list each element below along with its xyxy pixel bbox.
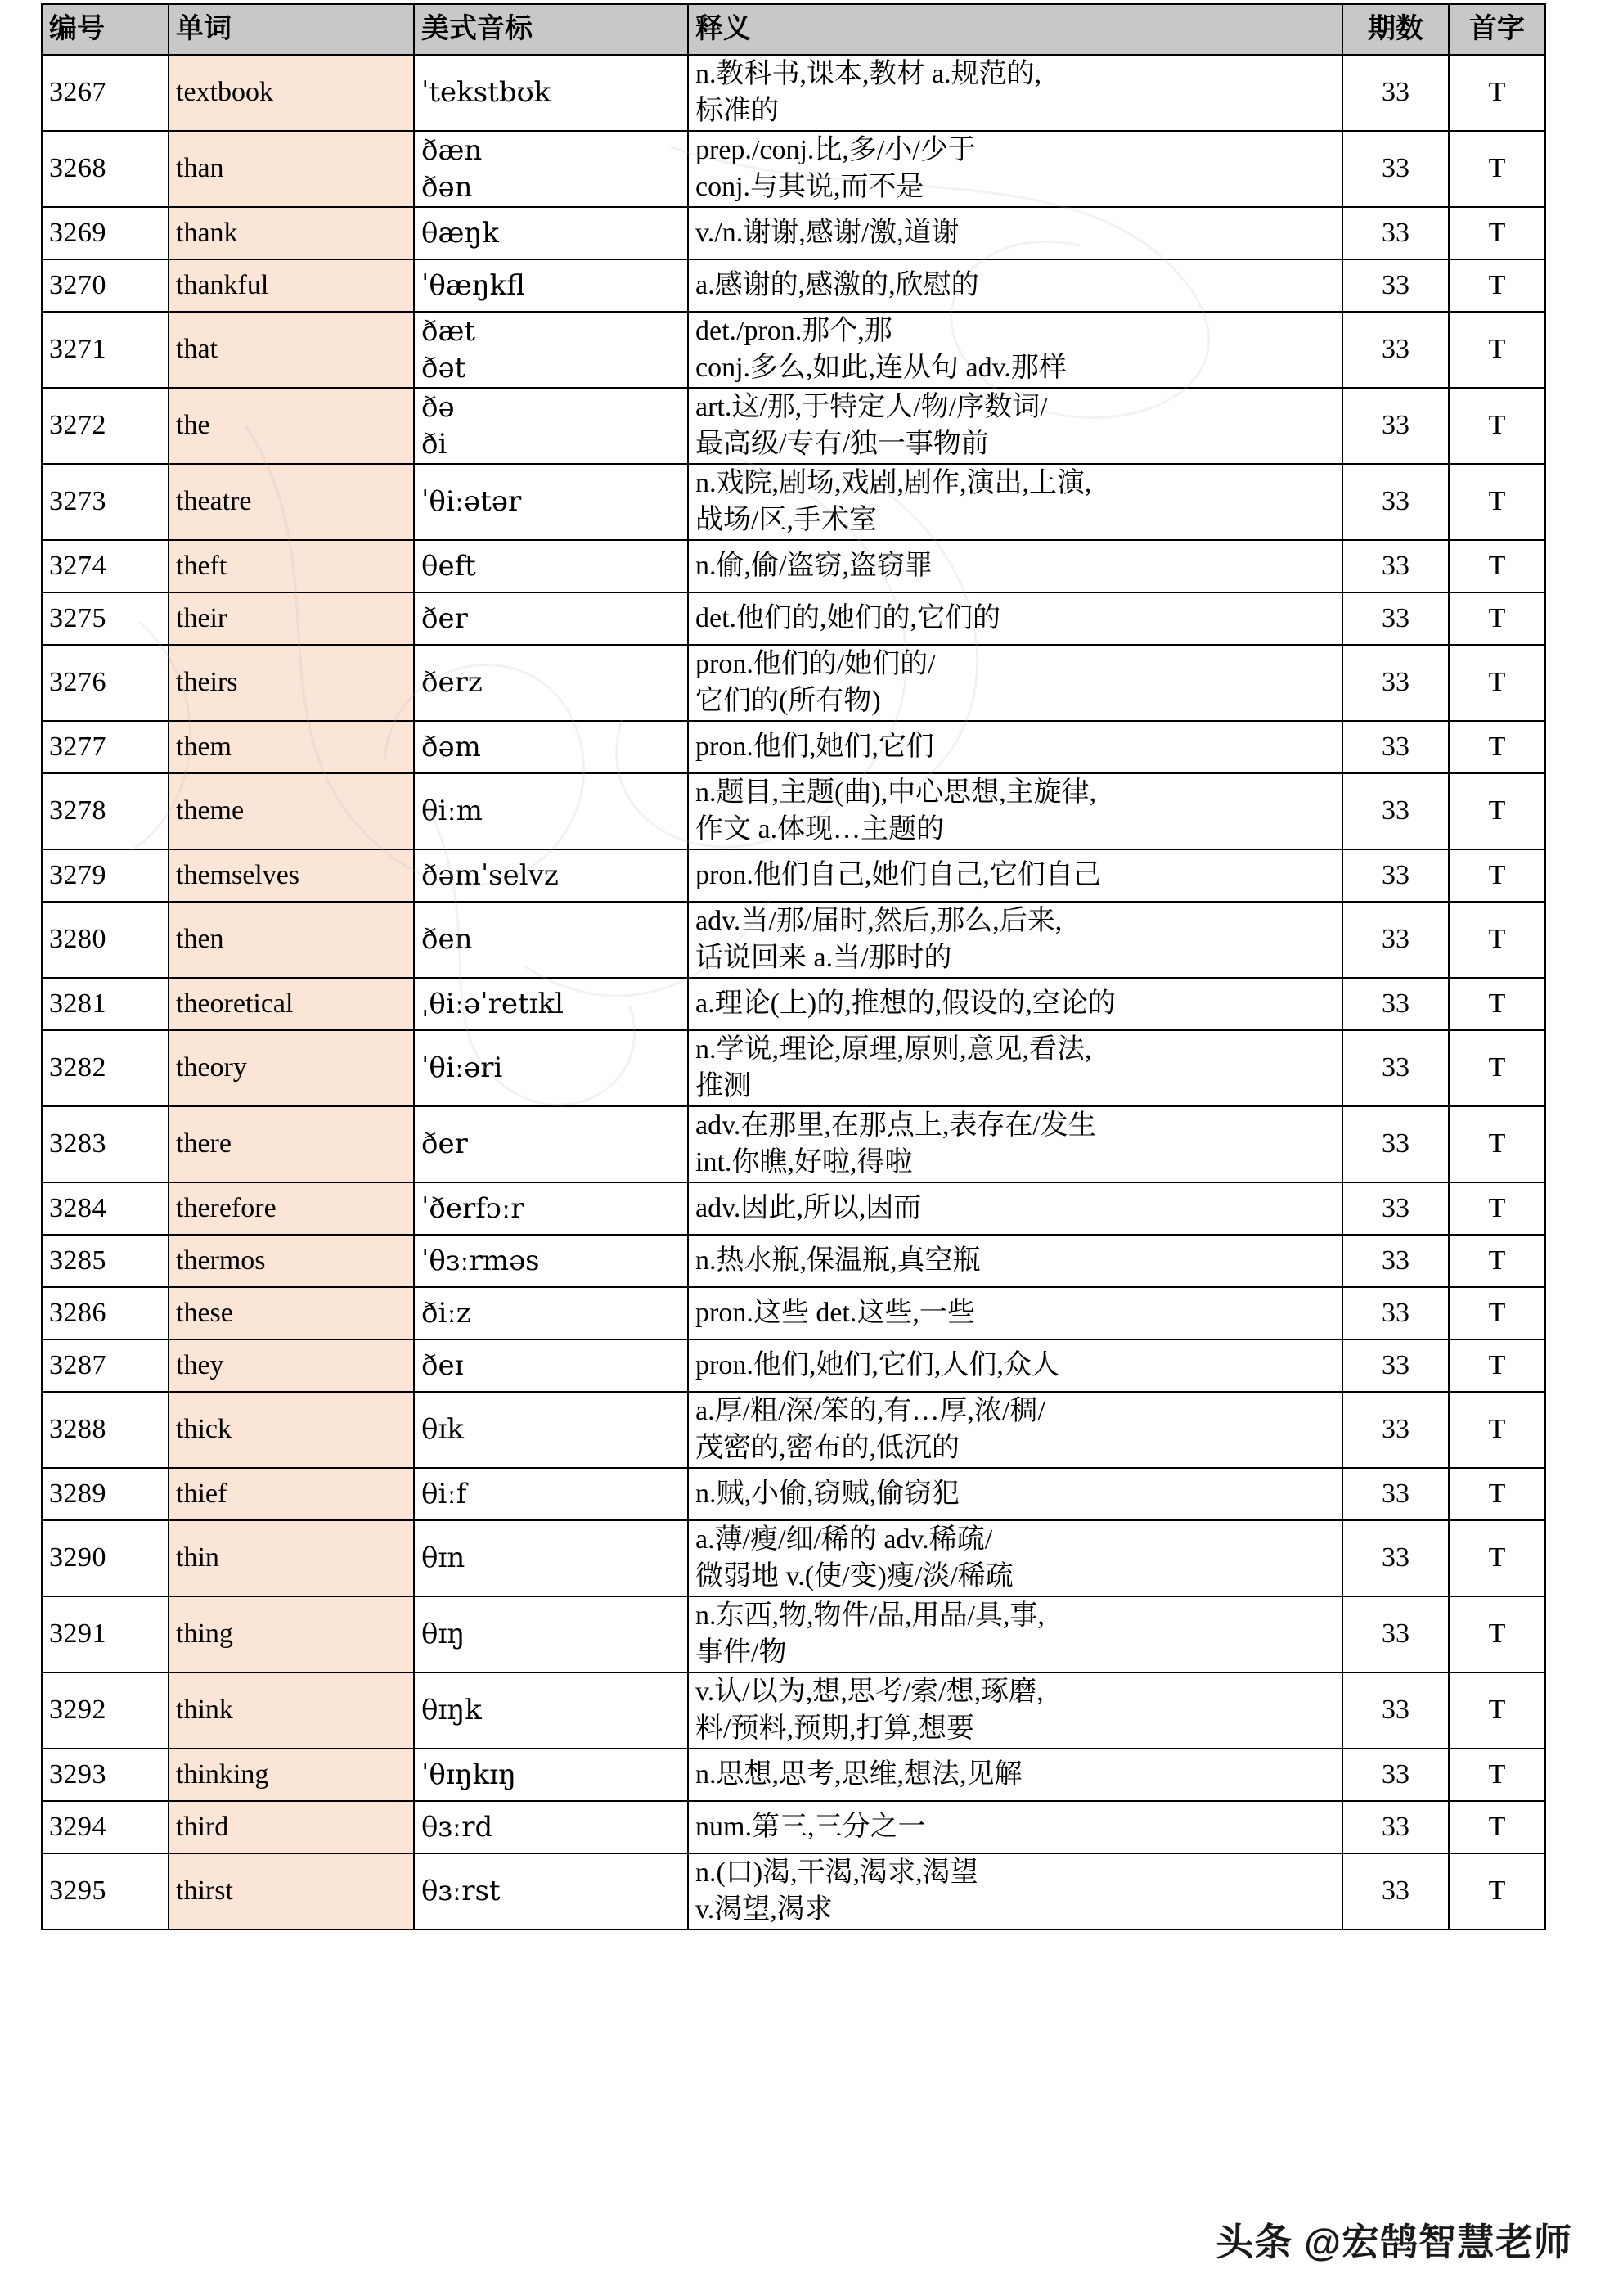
cell-issue-number: 33 [1342,1853,1449,1929]
cell-word: thermos [169,1235,414,1287]
cell-issue-number: 33 [1342,464,1449,540]
cell-definition [688,312,1342,388]
cell-definition [688,1030,1342,1106]
cell-definition [688,1749,1342,1801]
cell-word: they [169,1339,414,1392]
table-row [42,645,1545,721]
cell-phonetic [414,1287,688,1339]
cell-initial-letter: T [1449,1520,1545,1596]
cell-word: think [169,1672,414,1749]
cell-entry-number: 3271 [42,312,169,388]
phonetic-line: θɪŋk [421,1694,482,1727]
table-row [42,259,1545,312]
cell-word: thin [169,1520,414,1596]
definition-line: n.戏院,剧场,戏剧,剧作,演出,上演, [695,468,1092,499]
cell-initial-letter: T [1449,540,1545,592]
cell-initial-letter: T [1449,1672,1545,1749]
cell-word: that [169,312,414,388]
table-row [42,464,1545,540]
cell-phonetic [414,1235,688,1287]
cell-phonetic [414,207,688,259]
definition-line: adv.在那里,在那点上,表存在/发生 [695,1110,1096,1141]
cell-initial-letter: T [1449,55,1545,131]
cell-entry-number: 3282 [42,1030,169,1106]
table-row [42,773,1545,849]
cell-definition [688,540,1342,592]
cell-entry-number: 3277 [42,721,169,773]
cell-initial-letter: T [1449,773,1545,849]
phonetic-line: ðæn [421,134,483,168]
table-row [42,1030,1545,1106]
definition-line: det.他们的,她们的,它们的 [695,602,1001,633]
cell-word: thinking [169,1749,414,1801]
cell-definition [688,773,1342,849]
cell-issue-number: 33 [1342,773,1449,849]
cell-definition [688,902,1342,978]
table-row [42,55,1545,131]
cell-issue-number: 33 [1342,645,1449,721]
table-row [42,1672,1545,1749]
phonetic-line: ðiːz [421,1296,471,1330]
cell-definition [688,1468,1342,1520]
cell-phonetic [414,1106,688,1182]
cell-phonetic [414,388,688,464]
cell-definition [688,1235,1342,1287]
cell-initial-letter: T [1449,1030,1545,1106]
cell-phonetic [414,1749,688,1801]
cell-initial-letter: T [1449,1801,1545,1853]
cell-entry-number: 3293 [42,1749,169,1801]
cell-word: them [169,721,414,773]
cell-entry-number: 3273 [42,464,169,540]
column-header-definition: 释义 [688,4,1342,55]
column-header-id: 编号 [42,4,169,55]
cell-entry-number: 3270 [42,259,169,312]
definition-line: det./pron.那个,那 [695,316,892,347]
cell-issue-number: 33 [1342,55,1449,131]
definition-line: n.教科书,课本,教材 a.规范的, [695,59,1042,90]
cell-issue-number: 33 [1342,1030,1449,1106]
table-header [42,4,1545,55]
definition-line: pron.他们自己,她们自己,它们自己 [695,859,1101,890]
vocabulary-table [41,3,1546,1930]
definition-line: n.学说,理论,原理,原则,意见,看法, [695,1034,1092,1065]
definition-line: pron.他们,她们,它们 [695,731,934,762]
definition-line: 话说回来 a.当/那时的 [695,942,952,973]
phonetic-line: ðeɪ [421,1348,464,1382]
table-row [42,131,1545,207]
table-row [42,312,1545,388]
definition-line: v./n.谢谢,感谢/激,道谢 [695,217,960,248]
table-row [42,1801,1545,1853]
table-row [42,1392,1545,1468]
cell-issue-number: 33 [1342,207,1449,259]
cell-word: thing [169,1596,414,1672]
definition-line: v.认/以为,想,思考/索/想,琢磨, [695,1677,1044,1708]
cell-word: textbook [169,55,414,131]
cell-initial-letter: T [1449,131,1545,207]
cell-definition [688,1596,1342,1672]
definition-line: a.薄/瘦/细/稀的 adv.稀疏/ [695,1524,993,1555]
phonetic-line: θɪk [421,1413,464,1447]
cell-definition [688,131,1342,207]
cell-definition [688,1853,1342,1929]
cell-definition [688,1801,1342,1853]
cell-word: thirst [169,1853,414,1929]
cell-definition [688,1182,1342,1235]
table-row [42,1520,1545,1596]
cell-definition [688,1106,1342,1182]
cell-issue-number: 33 [1342,312,1449,388]
phonetic-line: θɪŋ [421,1618,465,1651]
definition-line: 最高级/专有/独一事物前 [695,428,989,459]
cell-phonetic [414,1672,688,1749]
cell-word: therefore [169,1182,414,1235]
definition-line: 事件/物 [695,1636,787,1668]
column-header-word: 单词 [169,4,414,55]
definition-line: n.思想,思考,思维,想法,见解 [695,1758,1023,1790]
cell-word: than [169,131,414,207]
definition-line: prep./conj.比,多/小/少于 [695,135,976,166]
cell-initial-letter: T [1449,721,1545,773]
definition-line: n.题目,主题(曲),中心思想,主旋律, [695,777,1097,808]
definition-line: 茂密的,密布的,低沉的 [695,1432,960,1463]
cell-phonetic [414,1030,688,1106]
definition-line: n.(口)渴,干渴,渴求,渴望 [695,1857,978,1889]
definition-line: 推测 [695,1070,751,1101]
table-row [42,540,1545,592]
cell-entry-number: 3274 [42,540,169,592]
cell-definition [688,259,1342,312]
phonetic-line: ˈtekstbʊk [421,76,551,110]
cell-entry-number: 3276 [42,645,169,721]
vocabulary-sheet [41,3,1544,1930]
cell-phonetic [414,1853,688,1929]
table-row [42,1853,1545,1929]
phonetic-line: θiːf [421,1477,467,1510]
cell-initial-letter: T [1449,978,1545,1030]
table-row [42,1182,1545,1235]
definition-line: 作文 a.体现…主题的 [695,813,945,844]
cell-entry-number: 3290 [42,1520,169,1596]
table-row [42,1106,1545,1182]
definition-line: pron.这些 det.这些,一些 [695,1297,975,1328]
cell-word: thankful [169,259,414,312]
cell-issue-number: 33 [1342,978,1449,1030]
cell-phonetic [414,978,688,1030]
cell-word: then [169,902,414,978]
definition-line: art.这/那,于特定人/物/序数词/ [695,392,1048,423]
definition-line: pron.他们的/她们的/ [695,649,936,680]
phonetic-line: θɜːrst [421,1875,501,1908]
cell-phonetic [414,1182,688,1235]
cell-word: these [169,1287,414,1339]
definition-line: conj.多么,如此,连从句 adv.那样 [695,352,1067,383]
definition-line: n.热水瓶,保温瓶,真空瓶 [695,1245,981,1276]
cell-initial-letter: T [1449,1596,1545,1672]
table-row [42,721,1545,773]
table-body [42,55,1545,1929]
cell-entry-number: 3295 [42,1853,169,1929]
definition-line: pron.他们,她们,它们,人们,众人 [695,1349,1059,1380]
definition-line: v.渴望,渴求 [695,1893,833,1925]
cell-issue-number: 33 [1342,1749,1449,1801]
cell-definition [688,388,1342,464]
cell-issue-number: 33 [1342,1596,1449,1672]
table-row [42,592,1545,645]
cell-entry-number: 3280 [42,902,169,978]
definition-line: 它们的(所有物) [695,685,881,716]
cell-issue-number: 33 [1342,540,1449,592]
cell-initial-letter: T [1449,902,1545,978]
cell-definition [688,849,1342,902]
cell-initial-letter: T [1449,1749,1545,1801]
phonetic-line: ðəm [421,730,481,763]
cell-word: third [169,1801,414,1853]
cell-phonetic [414,721,688,773]
cell-entry-number: 3292 [42,1672,169,1749]
cell-phonetic [414,1392,688,1468]
cell-entry-number: 3285 [42,1235,169,1287]
cell-phonetic [414,1339,688,1392]
cell-issue-number: 33 [1342,1468,1449,1520]
cell-entry-number: 3278 [42,773,169,849]
cell-definition [688,721,1342,773]
phonetic-line: θɪn [421,1542,465,1575]
phonetic-line: ðer [421,601,468,635]
column-header-ipa: 美式音标 [414,4,688,55]
phonetic-line: θæŋk [421,216,499,250]
cell-phonetic [414,131,688,207]
phonetic-line: ðer [421,1128,468,1161]
phonetic-line: ðə [421,391,455,425]
cell-issue-number: 33 [1342,1801,1449,1853]
cell-definition [688,1287,1342,1339]
cell-issue-number: 33 [1342,1287,1449,1339]
cell-word: their [169,592,414,645]
phonetic-line: ði [421,427,447,461]
cell-word: theatre [169,464,414,540]
cell-issue-number: 33 [1342,592,1449,645]
cell-phonetic [414,773,688,849]
cell-initial-letter: T [1449,1235,1545,1287]
table-row [42,1235,1545,1287]
cell-issue-number: 33 [1342,1235,1449,1287]
cell-phonetic [414,540,688,592]
definition-line: n.贼,小偷,窃贼,偷窃犯 [695,1478,960,1509]
cell-entry-number: 3289 [42,1468,169,1520]
cell-phonetic [414,1801,688,1853]
cell-entry-number: 3267 [42,55,169,131]
cell-word: theirs [169,645,414,721]
cell-definition [688,1520,1342,1596]
table-row [42,1596,1545,1672]
cell-phonetic [414,902,688,978]
table-row [42,207,1545,259]
cell-initial-letter: T [1449,849,1545,902]
cell-word: theoretical [169,978,414,1030]
phonetic-line: ðerz [421,666,483,700]
phonetic-line: ˈðerfɔːr [421,1191,524,1225]
cell-entry-number: 3291 [42,1596,169,1672]
definition-line: num.第三,三分之一 [695,1811,926,1842]
cell-phonetic [414,849,688,902]
cell-issue-number: 33 [1342,388,1449,464]
cell-definition [688,464,1342,540]
table-row [42,1749,1545,1801]
definition-line: conj.与其说,而不是 [695,171,924,202]
phonetic-line: θeft [421,549,476,583]
cell-entry-number: 3287 [42,1339,169,1392]
cell-entry-number: 3286 [42,1287,169,1339]
cell-entry-number: 3279 [42,849,169,902]
header-row [42,4,1545,55]
cell-issue-number: 33 [1342,902,1449,978]
cell-issue-number: 33 [1342,1392,1449,1468]
cell-issue-number: 33 [1342,721,1449,773]
cell-phonetic [414,1596,688,1672]
definition-line: a.理论(上)的,推想的,假设的,空论的 [695,988,1116,1019]
cell-initial-letter: T [1449,1106,1545,1182]
cell-definition [688,1392,1342,1468]
cell-definition [688,207,1342,259]
definition-line: adv.当/那/届时,然后,那么,后来, [695,906,1063,937]
cell-word: theory [169,1030,414,1106]
cell-initial-letter: T [1449,464,1545,540]
cell-phonetic [414,55,688,131]
phonetic-line: ˈθɪŋkɪŋ [421,1758,516,1791]
phonetic-line: ðət [421,351,466,385]
cell-initial-letter: T [1449,645,1545,721]
table-row [42,1287,1545,1339]
cell-entry-number: 3283 [42,1106,169,1182]
table-row [42,978,1545,1030]
definition-line: a.感谢的,感激的,欣慰的 [695,269,979,300]
cell-issue-number: 33 [1342,1106,1449,1182]
cell-definition [688,1672,1342,1749]
cell-entry-number: 3281 [42,978,169,1030]
table-row [42,1468,1545,1520]
phonetic-line: ˈθiːətər [421,485,522,519]
cell-entry-number: 3269 [42,207,169,259]
cell-initial-letter: T [1449,1182,1545,1235]
phonetic-line: ðen [421,923,473,957]
column-header-initial: 首字 [1449,4,1545,55]
table-row [42,1339,1545,1392]
cell-issue-number: 33 [1342,131,1449,207]
cell-definition [688,978,1342,1030]
definition-line: a.厚/粗/深/笨的,有…厚,浓/稠/ [695,1396,1045,1427]
phonetic-line: ˈθæŋkfl [421,268,525,302]
table-row [42,902,1545,978]
table-row [42,388,1545,464]
definition-line: 标准的 [695,95,779,126]
cell-entry-number: 3272 [42,388,169,464]
cell-entry-number: 3284 [42,1182,169,1235]
brand-watermark: 头条 @宏鹄智慧老师 [1216,2221,1572,2263]
cell-initial-letter: T [1449,1468,1545,1520]
definition-line: n.东西,物,物件/品,用品/具,事, [695,1600,1045,1632]
cell-word: thief [169,1468,414,1520]
cell-word: themselves [169,849,414,902]
definition-line: n.偷,偷/盗窃,盗窃罪 [695,550,933,581]
cell-word: thick [169,1392,414,1468]
cell-issue-number: 33 [1342,1182,1449,1235]
cell-issue-number: 33 [1342,1520,1449,1596]
cell-definition [688,592,1342,645]
cell-initial-letter: T [1449,1853,1545,1929]
column-header-issue: 期数 [1342,4,1449,55]
phonetic-line: ˈθiːəri [421,1051,503,1085]
cell-entry-number: 3268 [42,131,169,207]
cell-phonetic [414,592,688,645]
cell-word: there [169,1106,414,1182]
cell-initial-letter: T [1449,1339,1545,1392]
cell-issue-number: 33 [1342,259,1449,312]
cell-initial-letter: T [1449,312,1545,388]
phonetic-line: ðæt [421,315,476,349]
cell-word: thank [169,207,414,259]
phonetic-line: ðəmˈselvz [421,858,559,892]
cell-word: the [169,388,414,464]
table-row [42,849,1545,902]
cell-initial-letter: T [1449,592,1545,645]
definition-line: int.你瞧,好啦,得啦 [695,1146,913,1177]
cell-definition [688,1339,1342,1392]
cell-phonetic [414,312,688,388]
cell-issue-number: 33 [1342,1672,1449,1749]
cell-phonetic [414,259,688,312]
phonetic-line: θiːm [421,795,483,828]
cell-word: theft [169,540,414,592]
phonetic-line: ˌθiːəˈretɪkl [421,987,564,1020]
cell-initial-letter: T [1449,259,1545,312]
cell-entry-number: 3275 [42,592,169,645]
definition-line: 微弱地 v.(使/变)瘦/淡/稀疏 [695,1560,1014,1591]
cell-issue-number: 33 [1342,849,1449,902]
cell-entry-number: 3288 [42,1392,169,1468]
definition-line: 料/预料,预期,打算,想要 [695,1713,974,1744]
definition-line: 战场/区,手术室 [695,504,877,535]
cell-phonetic [414,464,688,540]
phonetic-line: θɜːrd [421,1810,493,1844]
cell-initial-letter: T [1449,388,1545,464]
phonetic-line: ðən [421,170,473,204]
cell-initial-letter: T [1449,1392,1545,1468]
cell-phonetic [414,1468,688,1520]
cell-phonetic [414,1520,688,1596]
cell-definition [688,55,1342,131]
cell-word: theme [169,773,414,849]
definition-line: adv.因此,所以,因而 [695,1192,922,1223]
cell-issue-number: 33 [1342,1339,1449,1392]
phonetic-line: ˈθɜːrməs [421,1244,540,1277]
cell-entry-number: 3294 [42,1801,169,1853]
cell-initial-letter: T [1449,1287,1545,1339]
cell-definition [688,645,1342,721]
cell-phonetic [414,645,688,721]
cell-initial-letter: T [1449,207,1545,259]
